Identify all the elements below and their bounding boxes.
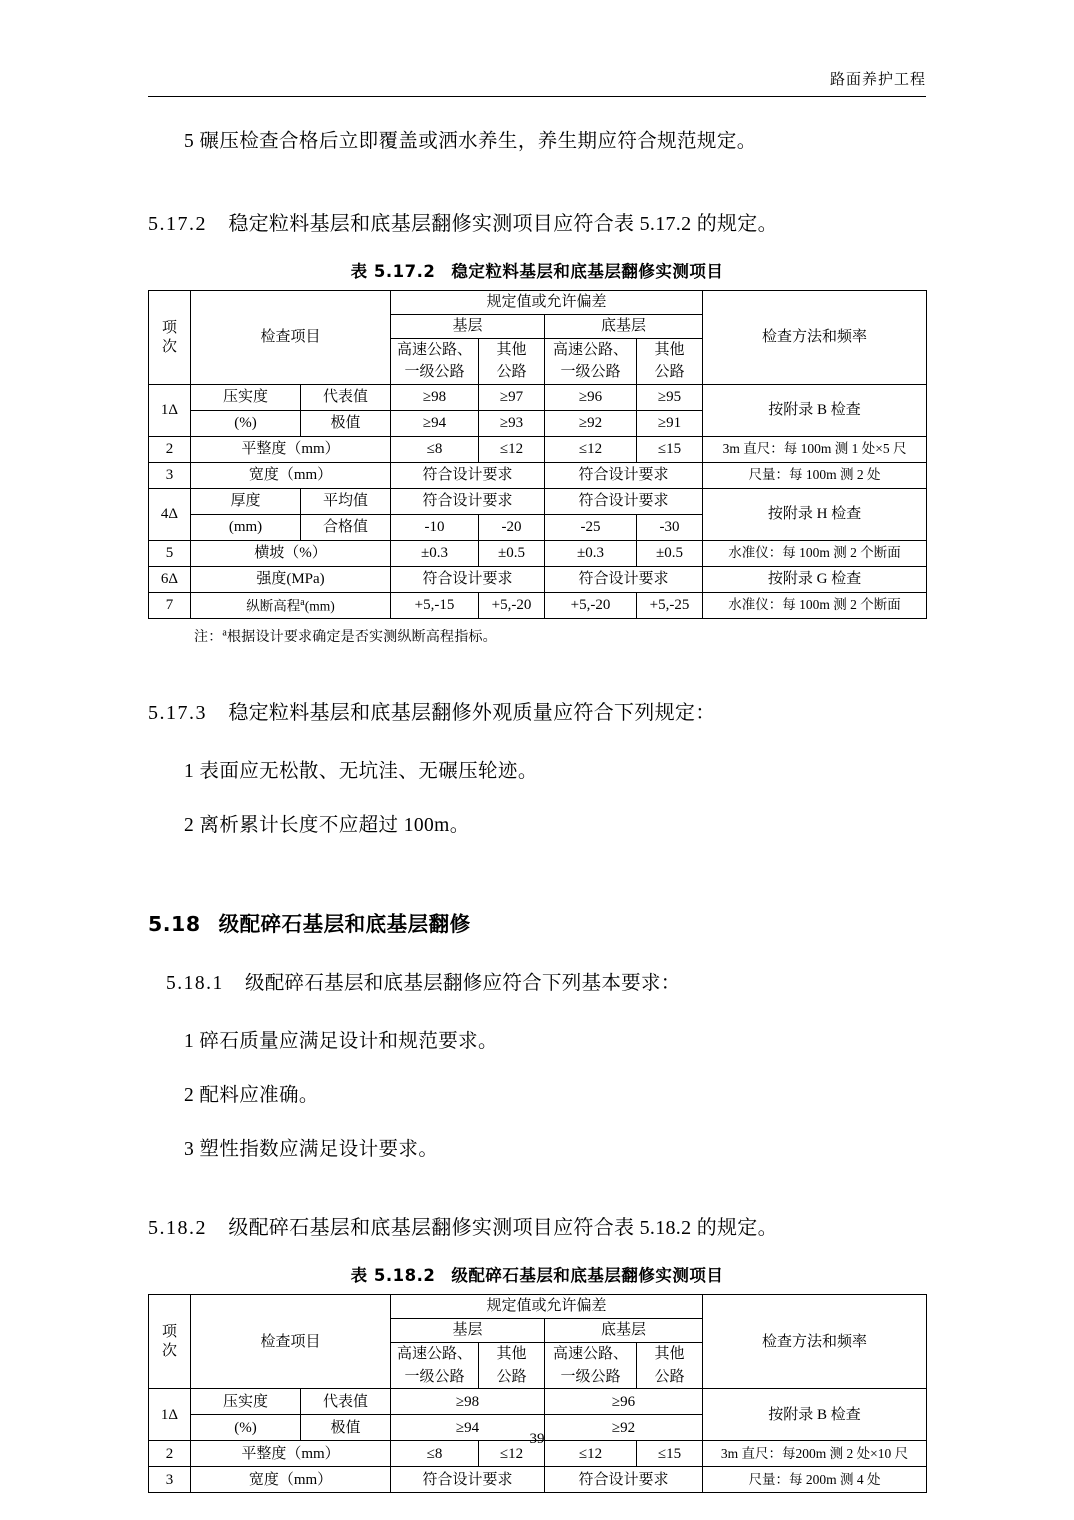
table-5-17-2-caption-title: 稳定粒料基层和底基层翻修实测项目 — [451, 262, 724, 282]
table-row — [149, 1389, 927, 1415]
cell-item: 宽度（mm） — [191, 1467, 391, 1493]
cell-value: ≤12 — [479, 437, 545, 463]
cell-value: ±0.5 — [637, 541, 703, 567]
cell-item: 压实度 — [191, 385, 301, 411]
th-subbase-highway-2: 一级公路 — [545, 1366, 637, 1389]
cell-value: ≤12 — [479, 1441, 545, 1467]
cell-item-unit: (mm) — [304, 598, 335, 614]
th-base-group: 基层 — [391, 1319, 545, 1343]
th-method: 检查方法和频率 — [703, 291, 927, 385]
cell-item: 平整度（mm） — [191, 1441, 391, 1467]
section-5-17-3-heading — [148, 698, 926, 729]
paragraph-item-5: 5 碾压检查合格后立即覆盖或洒水养生，养生期应符合规范规定。 — [184, 131, 757, 152]
cell-method: 3m 直尺：每 100m 测 1 处×5 尺 — [703, 437, 927, 463]
cell-value: 符合设计要求 — [391, 567, 545, 593]
table-5-18-2-caption-title: 级配碎石基层和底基层翻修实测项目 — [451, 1266, 724, 1286]
table-5-17-2-note — [148, 626, 926, 646]
cell-value: ±0.5 — [479, 541, 545, 567]
cell-index: 2 — [149, 1441, 191, 1467]
section-5-18-1-text: 级配碎石基层和底基层翻修应符合下列基本要求： — [244, 973, 681, 995]
cell-method: 按附录 B 检查 — [703, 1389, 927, 1441]
section-5-18-2-text: 级配碎石基层和底基层翻修实测项目应符合表 5.18.2 的规定。 — [228, 1217, 778, 1240]
th-check-item: 检查项目 — [191, 1295, 391, 1389]
cell-item: 横坡（%） — [191, 541, 391, 567]
cell-value: ≤12 — [545, 1441, 637, 1467]
cell-value: ≤15 — [637, 437, 703, 463]
cell-value: ≤8 — [391, 437, 479, 463]
th-base-highway-2: 一级公路 — [391, 1366, 479, 1389]
cell-value: ≤8 — [391, 1441, 479, 1467]
cell-method: 水准仪：每 100m 测 2 个断面 — [703, 541, 927, 567]
running-header — [148, 0, 926, 89]
table-row — [149, 437, 927, 463]
cell-value: -30 — [637, 515, 703, 541]
cell-value: 符合设计要求 — [545, 567, 703, 593]
cell-value: -25 — [545, 515, 637, 541]
cell-value: ±0.3 — [545, 541, 637, 567]
cell-item: 宽度（mm） — [191, 463, 391, 489]
table-5-17-2 — [148, 290, 927, 619]
cell-index: 3 — [149, 1467, 191, 1493]
th-base-highway-1: 高速公路、 — [391, 338, 479, 361]
th-index: 项 次 — [149, 1295, 191, 1389]
section-5-18-1-item-1: 1 碎石质量应满足设计和规范要求。 — [184, 1031, 498, 1053]
th-base-other-2: 公路 — [479, 361, 545, 384]
cell-subitem: 极值 — [301, 411, 391, 437]
th-subbase-highway-1: 高速公路、 — [545, 1342, 637, 1365]
th-check-item: 检查项目 — [191, 291, 391, 385]
cell-value: -10 — [391, 515, 479, 541]
cell-index: 3 — [149, 463, 191, 489]
page-number: 39 — [529, 1431, 545, 1447]
cell-index: 1Δ — [149, 385, 191, 437]
cell-subitem: 代表值 — [301, 1389, 391, 1415]
th-base-highway-2: 一级公路 — [391, 361, 479, 384]
th-base-other-1: 其他 — [479, 1342, 545, 1365]
cell-value: ≥95 — [637, 385, 703, 411]
cell-value: -20 — [479, 515, 545, 541]
cell-subitem: 平均值 — [301, 489, 391, 515]
th-method: 检查方法和频率 — [703, 1295, 927, 1389]
section-5-17-2-text: 稳定粒料基层和底基层翻修实测项目应符合表 5.17.2 的规定。 — [228, 213, 778, 236]
section-5-18-1-number: 5.18.1 — [166, 973, 224, 995]
th-base-other-2: 公路 — [479, 1366, 545, 1389]
section-5-18-1-item-3: 3 塑性指数应满足设计要求。 — [184, 1139, 439, 1161]
cell-index: 2 — [149, 437, 191, 463]
table-5-18-2-caption — [148, 1262, 926, 1286]
cell-item-unit: (%) — [191, 411, 301, 437]
th-subbase-other-1: 其他 — [637, 1342, 703, 1365]
cell-subitem: 合格值 — [301, 515, 391, 541]
th-subbase-other-1: 其他 — [637, 338, 703, 361]
table-row — [149, 489, 927, 515]
section-5-18-2-number: 5.18.2 — [148, 1217, 207, 1240]
table-row — [149, 567, 927, 593]
th-base-highway-1: 高速公路、 — [391, 1342, 479, 1365]
note-footnote-marker: a — [222, 627, 228, 639]
cell-value: ≥91 — [637, 411, 703, 437]
cell-index: 6Δ — [149, 567, 191, 593]
cell-method: 按附录 G 检查 — [703, 567, 927, 593]
cell-value: 符合设计要求 — [545, 1467, 703, 1493]
cell-value: +5,-20 — [479, 593, 545, 619]
cell-value: ±0.3 — [391, 541, 479, 567]
th-spec-group: 规定值或允许偏差 — [391, 291, 703, 315]
cell-index: 1Δ — [149, 1389, 191, 1441]
section-5-17-2-heading — [148, 209, 926, 240]
cell-subitem: 代表值 — [301, 385, 391, 411]
cell-value: ≥98 — [391, 1389, 545, 1415]
cell-index: 7 — [149, 593, 191, 619]
table-5-17-2-caption-prefix: 表 5.17.2 — [350, 262, 436, 282]
cell-value: +5,-20 — [545, 593, 637, 619]
cell-value: ≥92 — [545, 1415, 703, 1441]
cell-value: ≤12 — [545, 437, 637, 463]
cell-value: 符合设计要求 — [391, 463, 545, 489]
cell-value: ≥96 — [545, 1389, 703, 1415]
table-row — [149, 385, 927, 411]
cell-item: 厚度 — [191, 489, 301, 515]
cell-method: 尺量：每 100m 测 2 处 — [703, 463, 927, 489]
cell-method: 3m 直尺：每200m 测 2 处×10 尺 — [703, 1441, 927, 1467]
cell-item-unit: (%) — [191, 1415, 301, 1441]
cell-value: ≥93 — [479, 411, 545, 437]
cell-value: +5,-15 — [391, 593, 479, 619]
cell-item: 压实度 — [191, 1389, 301, 1415]
th-base-group: 基层 — [391, 314, 545, 338]
cell-index: 5 — [149, 541, 191, 567]
cell-method: 水准仪：每 100m 测 2 个断面 — [703, 593, 927, 619]
th-subbase-other-2: 公路 — [637, 361, 703, 384]
cell-value: ≥92 — [545, 411, 637, 437]
cell-item-footnote-marker: a — [300, 596, 305, 608]
section-5-18-2-heading — [148, 1213, 926, 1244]
section-5-17-2-number: 5.17.2 — [148, 213, 207, 236]
section-5-18-1-item-2: 2 配料应准确。 — [184, 1085, 319, 1107]
cell-value: ≥94 — [391, 411, 479, 437]
cell-item-unit: (mm) — [191, 515, 301, 541]
table-row — [149, 593, 927, 619]
th-subbase-group: 底基层 — [545, 314, 703, 338]
table-5-18-2 — [148, 1294, 927, 1493]
th-index: 项 次 — [149, 291, 191, 385]
cell-value: 符合设计要求 — [391, 489, 545, 515]
table-row — [149, 463, 927, 489]
cell-item — [191, 593, 391, 619]
cell-value: 符合设计要求 — [545, 489, 703, 515]
header-divider — [148, 96, 926, 97]
cell-value: +5,-25 — [637, 593, 703, 619]
section-5-17-3-item-2: 2 离析累计长度不应超过 100m。 — [184, 815, 470, 837]
section-5-18-title — [148, 907, 926, 937]
cell-item-main: 纵断高程 — [246, 598, 301, 614]
note-label: 注： — [194, 630, 223, 646]
running-header-title: 路面养护工程 — [829, 70, 926, 88]
table-row — [149, 541, 927, 567]
th-base-other-1: 其他 — [479, 338, 545, 361]
section-5-18-heading-text: 级配碎石基层和底基层翻修 — [218, 912, 471, 937]
cell-value: ≥94 — [391, 1415, 545, 1441]
th-spec-group: 规定值或允许偏差 — [391, 1295, 703, 1319]
cell-value: ≥96 — [545, 385, 637, 411]
cell-method: 按附录 B 检查 — [703, 385, 927, 437]
section-5-17-3-number: 5.17.3 — [148, 702, 207, 725]
cell-item: 平整度（mm） — [191, 437, 391, 463]
cell-value: 符合设计要求 — [545, 463, 703, 489]
cell-item: 强度(MPa) — [191, 567, 391, 593]
th-subbase-highway-1: 高速公路、 — [545, 338, 637, 361]
th-subbase-other-2: 公路 — [637, 1366, 703, 1389]
cell-method: 尺量：每 200m 测 4 处 — [703, 1467, 927, 1493]
cell-value: ≥98 — [391, 385, 479, 411]
th-subbase-highway-2: 一级公路 — [545, 361, 637, 384]
cell-value: ≥97 — [479, 385, 545, 411]
cell-method: 按附录 H 检查 — [703, 489, 927, 541]
table-row — [149, 1467, 927, 1493]
section-5-18-number: 5.18 — [148, 912, 201, 937]
table-5-17-2-caption — [148, 258, 926, 282]
section-5-17-3-item-1: 1 表面应无松散、无坑洼、无碾压轮迹。 — [184, 761, 538, 783]
cell-subitem: 极值 — [301, 1415, 391, 1441]
cell-value: ≤15 — [637, 1441, 703, 1467]
note-text: 根据设计要求确定是否实测纵断高程指标。 — [227, 630, 497, 646]
section-5-17-3-text: 稳定粒料基层和底基层翻修外观质量应符合下列规定： — [228, 702, 716, 725]
section-5-18-1-heading — [148, 969, 926, 999]
table-5-18-2-caption-prefix: 表 5.18.2 — [350, 1266, 436, 1286]
cell-value: 符合设计要求 — [391, 1467, 545, 1493]
cell-index: 4Δ — [149, 489, 191, 541]
th-subbase-group: 底基层 — [545, 1319, 703, 1343]
